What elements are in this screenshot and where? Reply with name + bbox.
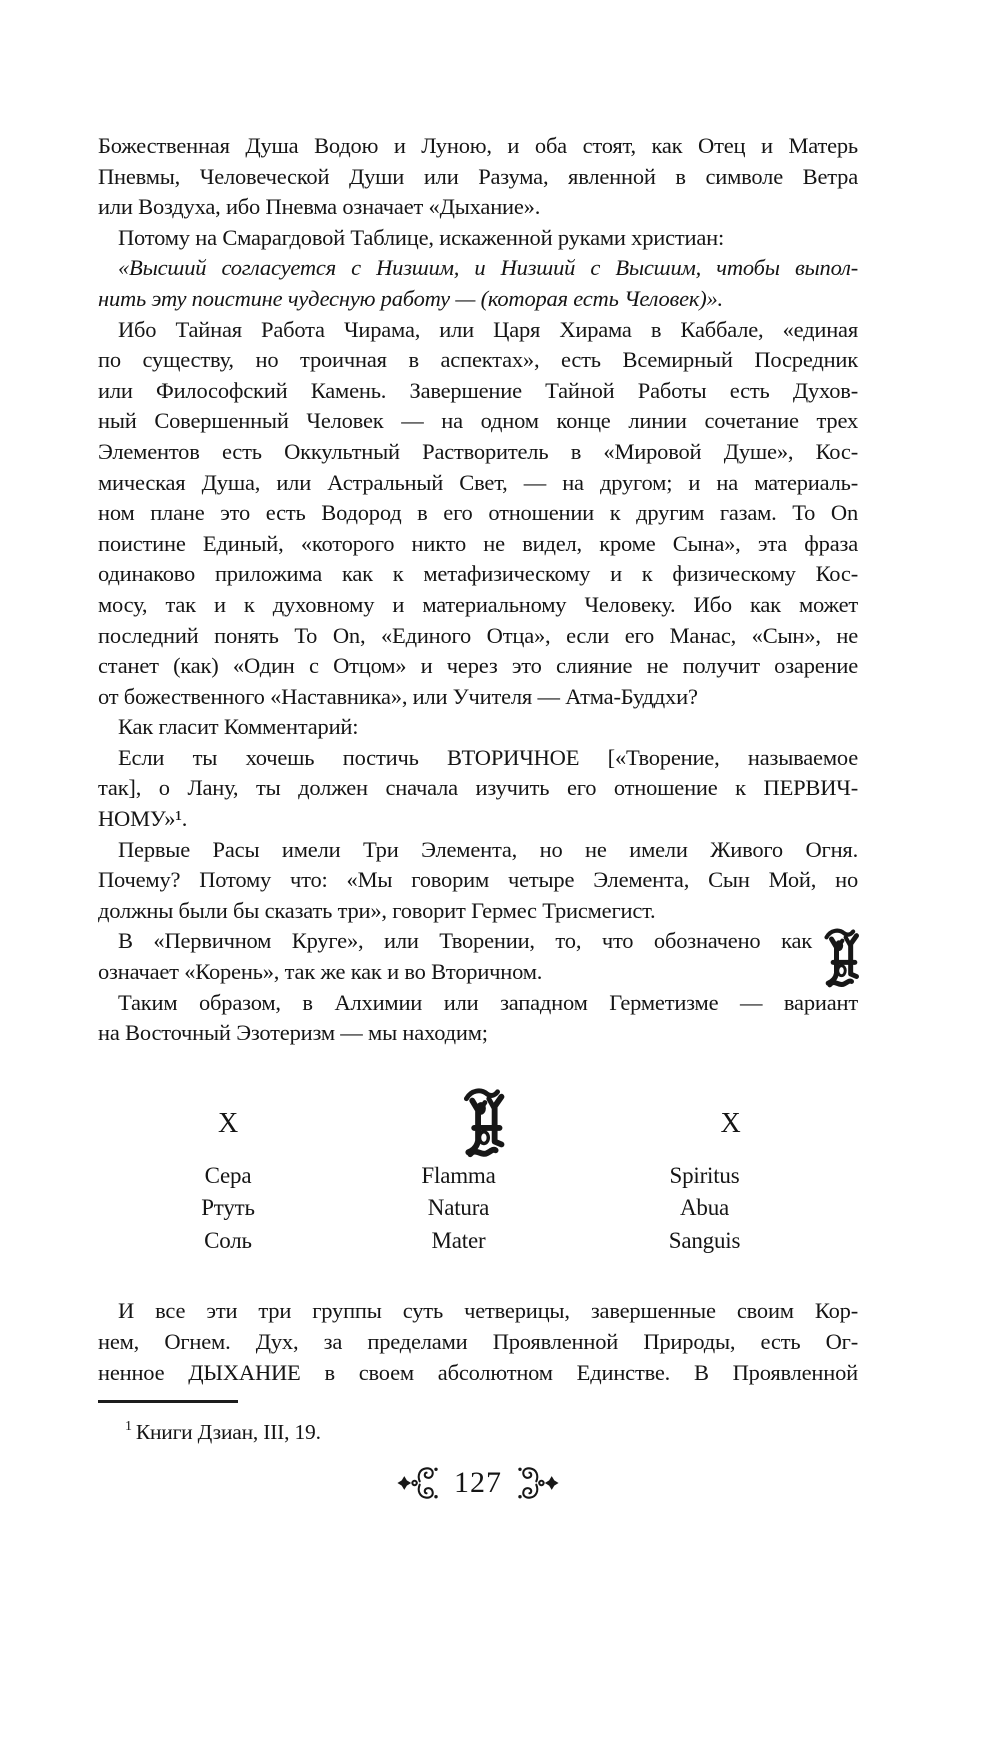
text-line: нить эту поистине чудесную работу — (которая есть Человек)». — [98, 285, 723, 311]
text-line: Элементов есть Оккультный Растворитель в «Мировой Душе», Кос- — [98, 438, 858, 464]
text-line: Таким образом, в Алхимии или западном Герметизме — вариант — [118, 989, 858, 1015]
text-line: поистине Единый, «которого никто не видел, кроме Сына», эта фраза — [98, 530, 858, 556]
seal-character-icon — [451, 1086, 511, 1162]
text-line: так], о Лану, ты должен сначала изучить его отношение к ПЕРВИЧ- — [98, 775, 858, 801]
text-line: на Восточный Эзотеризм — мы находим; — [98, 1020, 488, 1046]
page-footer — [98, 1465, 858, 1501]
table-cell: Ртуть — [201, 1195, 255, 1221]
page-number: 127 — [454, 1466, 502, 1500]
text-line: НОМУ»¹. — [98, 806, 188, 832]
table-cell: Spiritus — [669, 1162, 740, 1188]
footnote-reference: Книги Дзиан, III, 19. — [135, 1420, 321, 1445]
table-column-center — [358, 1088, 603, 1258]
main-text-block — [98, 131, 858, 1388]
footnote — [98, 1400, 1000, 1445]
text-line: станет (как) «Один с Отцом» и через это слияние не получит озарение — [98, 653, 858, 679]
text-line: Ибо Тайная Работа Чирама, или Царя Хирама в Каббале, «единая — [118, 316, 858, 342]
text-line: означает «Корень», так же как и во Вторичном. — [98, 959, 543, 985]
book-page — [0, 131, 1000, 1747]
table-cell: Sanguis — [668, 1227, 741, 1253]
body-paragraphs-after-table — [98, 1296, 858, 1388]
text-line: ненное ДЫХАНИЕ в своем абсолютном Единстве. В Проявленной — [98, 1359, 858, 1385]
table-cell: Соль — [204, 1227, 252, 1253]
text-line: мическая Душа, или Астральный Свет, — на другом; и на материаль- — [98, 469, 858, 495]
text-line: или Философский Камень. Завершение Тайной Работы есть Духов- — [98, 377, 858, 403]
fleuron-icon — [517, 1465, 559, 1501]
text-line: «Высший согласуется с Низшим, и Низший с Высшим, чтобы выпол- — [118, 255, 858, 281]
body-paragraphs — [98, 131, 858, 1049]
text-line: Первые Расы имели Три Элемента, но не имели Живого Огня. — [118, 836, 858, 862]
text-line: Как гласит Комментарий: — [118, 714, 359, 740]
text-line: ный Совершенный Человек — на одном конце линии сочетание трех — [98, 408, 858, 434]
text-line: мосу, так и к духовному и материальному Человеку. Ибо как может — [98, 591, 858, 617]
table-cell: Mater — [431, 1227, 486, 1253]
table-cell: Natura — [427, 1195, 490, 1221]
table-header-x-left: X — [217, 1107, 239, 1139]
footnote-divider — [98, 1400, 238, 1403]
text-line: ном плане это есть Водород в его отношении к другим газам. То Оn — [98, 500, 858, 526]
table-header-x-right: X — [720, 1107, 741, 1139]
table-cell: Abua — [679, 1195, 730, 1221]
table-column-left — [98, 1088, 358, 1258]
text-line: одинаково приложима как к метафизическому и к физическому Кос- — [98, 561, 858, 587]
text-line: должны были бы сказать три», говорит Гермес Трисмегист. — [98, 897, 656, 923]
seal-character-icon — [814, 925, 864, 993]
text-line: или Воздуха, ибо Пневма означает «Дыхание». — [98, 194, 541, 220]
text-line: В «Первичном Круге», или Творении, то, что обозначено как — [118, 928, 812, 954]
text-line: по существу, но троичная в аспектах», есть Всемирный Посредник — [98, 347, 858, 373]
table-cell: Сера — [204, 1162, 252, 1188]
footnote-marker: 1 — [125, 1419, 132, 1435]
table-column-right — [603, 1088, 858, 1258]
correspondence-table — [98, 1088, 858, 1258]
table-cell: Flamma — [421, 1162, 496, 1188]
footnote-text — [98, 1420, 1000, 1445]
text-line: Почему? Потому что: «Мы говорим четыре Элемента, Сын Мой, но — [98, 867, 858, 893]
text-line: нем, Огнем. Дух, за пределами Проявленной Природы, есть Ог- — [98, 1328, 858, 1354]
text-line: Потому на Смарагдовой Таблице, искаженной руками христиан: — [118, 224, 725, 250]
text-line: Пневмы, Человеческой Души или Разума, явленной в символе Ветра — [98, 163, 858, 189]
fleuron-icon — [397, 1465, 439, 1501]
text-line: последний понять То Оn, «Единого Отца», если его Манас, «Сын», не — [98, 622, 858, 648]
text-line: Божественная Душа Водою и Луною, и оба стоят, как Отец и Матерь — [98, 133, 858, 158]
text-line: от божественного «Наставника», или Учителя — Атма-Буддхи? — [98, 683, 698, 709]
text-line: И все эти три группы суть четверицы, завершенные своим Кор- — [118, 1298, 858, 1324]
text-line: Если ты хочешь постичь ВТОРИЧНОЕ [«Творение, называемое — [118, 744, 858, 770]
